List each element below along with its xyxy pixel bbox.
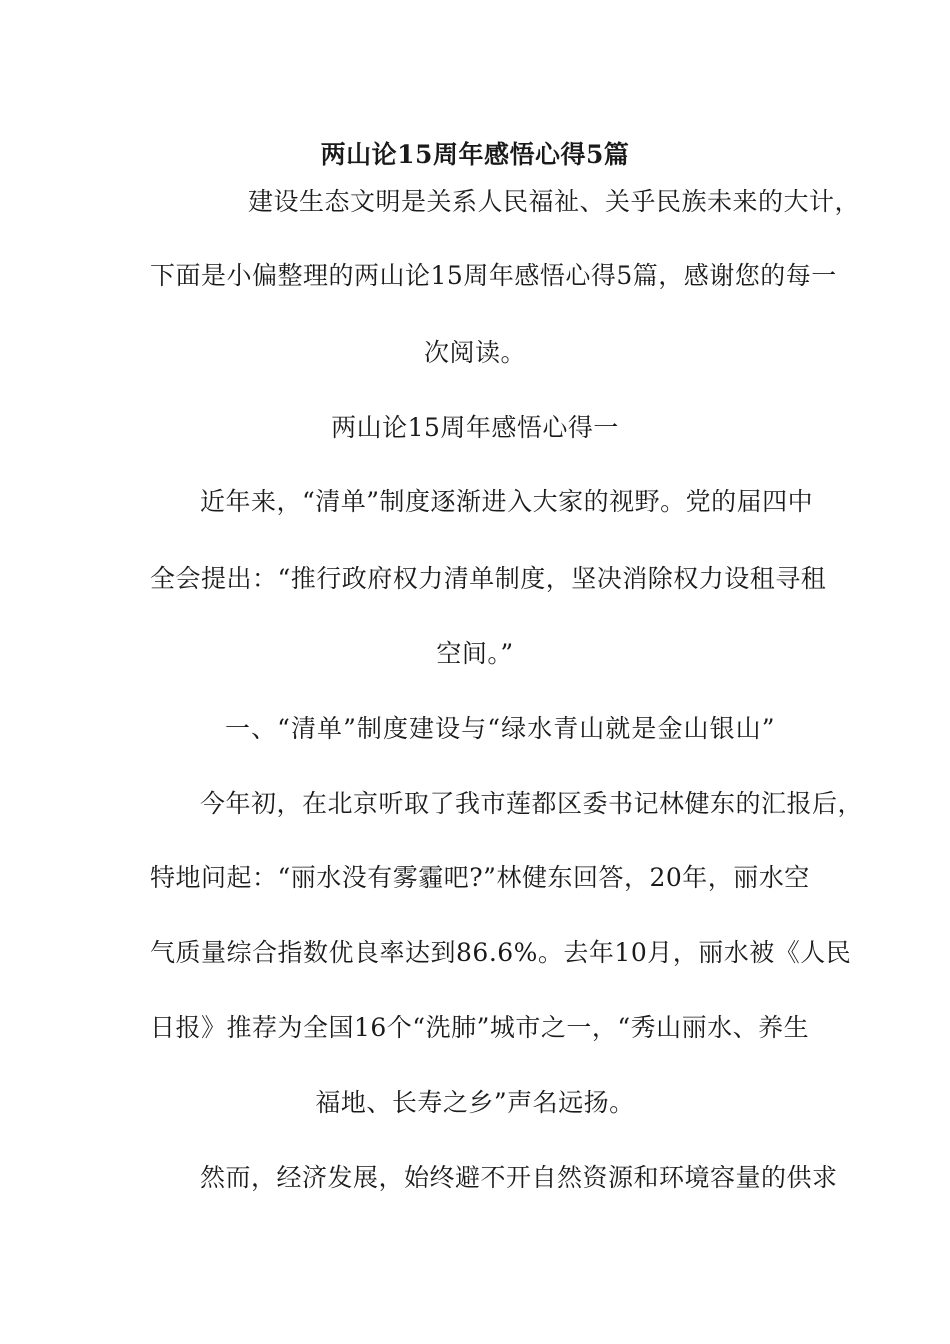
paragraph-line: 近年来，“清单”制度逐渐进入大家的视野。党的届四中 (200, 487, 814, 516)
paragraph-line: 次阅读。 (423, 338, 526, 367)
section-heading: 一、“清单”制度建设与“绿水青山就是金山银山” (225, 714, 775, 743)
paragraph-line: 日报》推荐为全国16个“洗肺”城市之一，“秀山丽水、养生 (150, 1013, 810, 1042)
paragraph-line: 建设生态文明是关系人民福祉、关乎民族未来的大计， (248, 187, 861, 216)
paragraph-line: 气质量综合指数优良率达到86.6%。去年10月，丽水被《人民 (150, 938, 852, 967)
paragraph-line: 空间。” (436, 639, 514, 668)
paragraph-line: 然而，经济发展，始终避不开自然资源和环境容量的供求 (200, 1163, 838, 1192)
paragraph-line: 特地问起：“丽水没有雾霾吧?”林健东回答，20年，丽水空 (150, 863, 810, 892)
paragraph-line: 今年初，在北京听取了我市莲都区委书记林健东的汇报后， (200, 789, 864, 818)
paragraph-line: 全会提出：“推行政府权力清单制度，坚决消除权力设租寻租 (150, 564, 827, 593)
section-heading: 两山论15周年感悟心得一 (331, 413, 619, 442)
document-title: 两山论15周年感悟心得5篇 (320, 140, 630, 169)
paragraph-line: 下面是小偏整理的两山论15周年感悟心得5篇，感谢您的每一 (150, 261, 837, 290)
paragraph-line: 福地、长寿之乡”声名远扬。 (315, 1088, 635, 1117)
